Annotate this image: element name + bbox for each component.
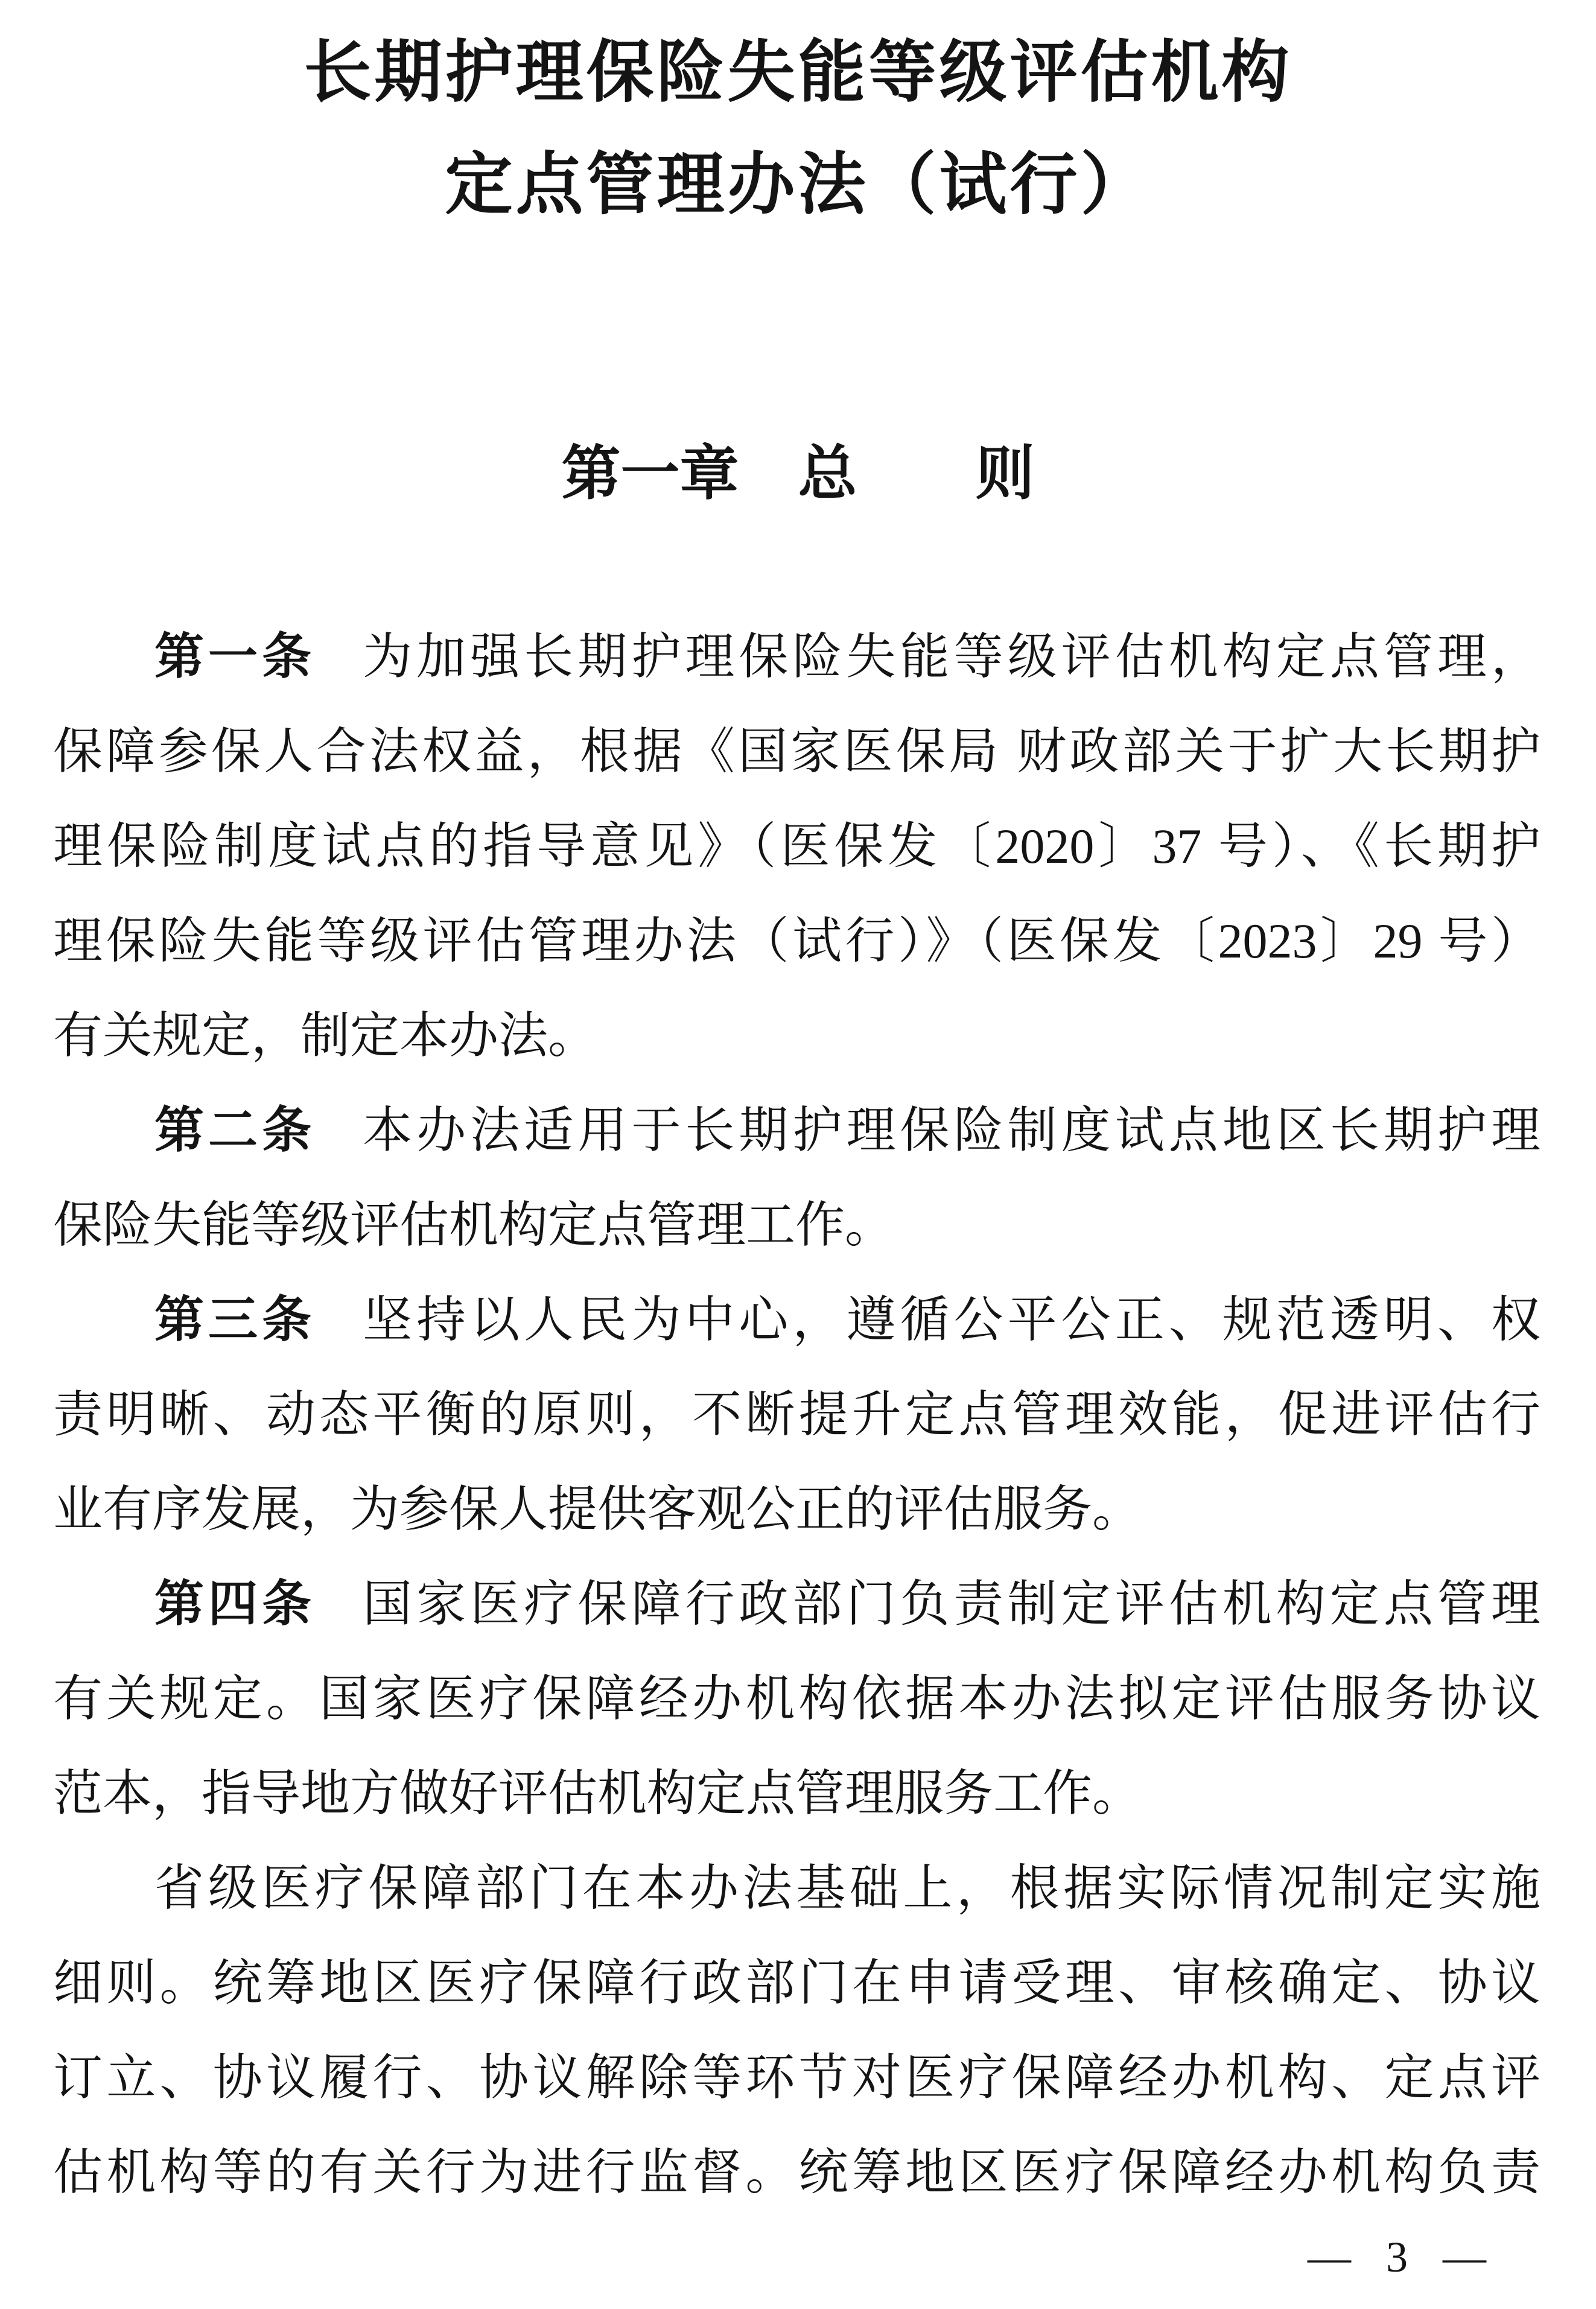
body-line: 有关规定，制定本办法。 <box>53 1008 598 1063</box>
article-label: 第四条 <box>154 1577 316 1631</box>
article-label: 第一条 <box>154 629 316 684</box>
body-line: 保险失能等级评估机构定点管理工作。 <box>53 1198 895 1253</box>
body-line: 业有序发展，为参保人提供客观公正的评估服务。 <box>53 1482 1142 1537</box>
body-line: 估机构等的有关行为进行监督。统筹地区医疗保障经办机构负责 <box>53 2145 1540 2200</box>
body-line: 理保险制度试点的指导意见》（医保发〔2020〕37 号）、《长期护 <box>53 819 1540 874</box>
chapter-heading: 第一章 总 则 <box>561 440 1035 506</box>
body-line: 第三条 坚持以人民为中心，遵循公平公正、规范透明、权 <box>154 1292 1540 1347</box>
footer-dash-right: — <box>1443 2233 1486 2281</box>
body-line: 第一条 为加强长期护理保险失能等级评估机构定点管理， <box>154 629 1540 684</box>
document-title-line2: 定点管理办法（试行） <box>445 148 1151 223</box>
body-line: 第二条 本办法适用于长期护理保险制度试点地区长期护理 <box>154 1103 1540 1158</box>
document-body <box>53 609 1540 2220</box>
footer-dash-left: — <box>1308 2233 1351 2281</box>
article-label: 第三条 <box>154 1292 316 1347</box>
page-number: 3 <box>1386 2233 1408 2281</box>
body-line: 细则。统筹地区医疗保障行政部门在申请受理、审核确定、协议 <box>53 1955 1540 2010</box>
body-line: 订立、协议履行、协议解除等环节对医疗保障经办机构、定点评 <box>53 2050 1540 2105</box>
body-line: 保障参保人合法权益，根据《国家医保局 财政部关于扩大长期护 <box>53 724 1540 779</box>
body-line: 责明晰、动态平衡的原则，不断提升定点管理效能，促进评估行 <box>53 1387 1540 1442</box>
body-line: 范本，指导地方做好评估机构定点管理服务工作。 <box>53 1766 1142 1821</box>
page-footer <box>1308 2235 1486 2279</box>
body-line: 省级医疗保障部门在本办法基础上，根据实际情况制定实施 <box>154 1861 1540 1916</box>
body-line: 第四条 国家医疗保障行政部门负责制定评估机构定点管理 <box>154 1577 1540 1631</box>
article-label: 第二条 <box>154 1103 316 1158</box>
body-line: 有关规定。国家医疗保障经办机构依据本办法拟定评估服务协议 <box>53 1671 1540 1726</box>
document-title-line1: 长期护理保险失能等级评估机构 <box>304 36 1292 110</box>
body-line: 理保险失能等级评估管理办法（试行）》（医保发〔2023〕29 号） <box>53 913 1540 968</box>
document-title <box>0 0 1596 241</box>
